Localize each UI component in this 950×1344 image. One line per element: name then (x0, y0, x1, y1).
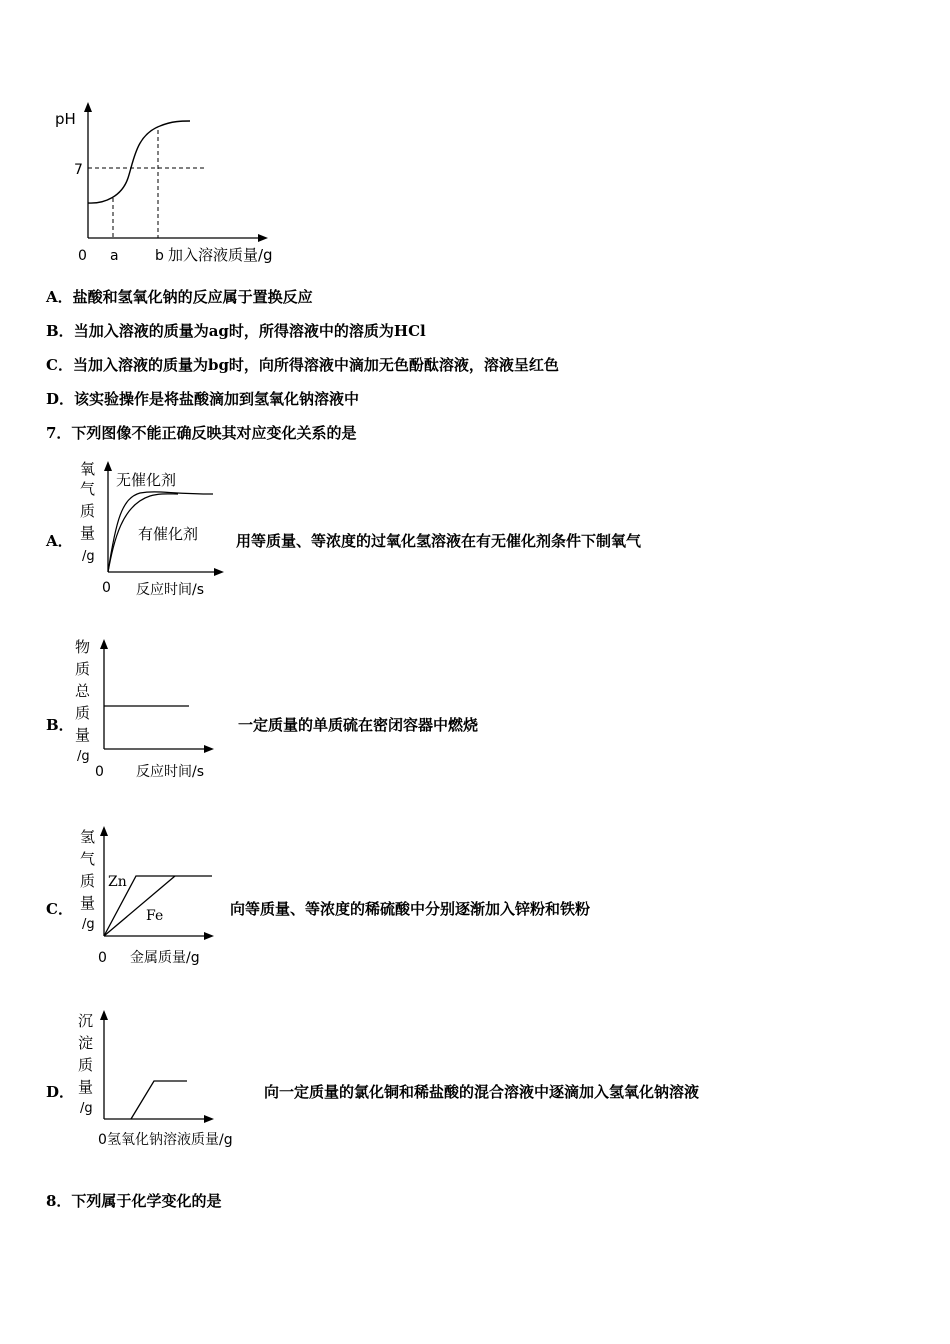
q7-a-y-label-0: 氧 (80, 460, 96, 478)
q7-d-y-arrow (100, 1010, 108, 1020)
q7-d-y-label-3: 量 (78, 1078, 94, 1096)
ph-tick-7: 7 (74, 162, 83, 178)
q7-option-a-desc: 用等质量、等浓度的过氧化氢溶液在有无催化剂条件下制氧气 (236, 532, 642, 550)
q7-b-y-label-2: 总 (75, 682, 91, 700)
q7-a-y-label-2: 质 (80, 502, 96, 520)
q6-option-b-letter: B． (46, 322, 74, 340)
q7-d-y-label-1: 淀 (78, 1034, 94, 1052)
q7-c-origin: 0 (98, 950, 107, 966)
q7-option-c-letter[interactable]: C． (46, 900, 73, 918)
q7-stem: 7．下列图像不能正确反映其对应变化关系的是 (46, 424, 357, 442)
q7-b-y-label-3: 质 (75, 704, 91, 722)
ph-tick-a: a (110, 248, 119, 264)
q7-d-x-label: 氢氧化钠溶液质量/g (107, 1132, 233, 1148)
q6-option-a-text: 盐酸和氢氧化钠的反应属于置换反应 (72, 288, 313, 306)
q7-a-curve-label-0: 无催化剂 (116, 471, 177, 489)
q6-option-d-letter: D． (46, 390, 75, 408)
ph-x-label: 加入溶液质量/g (168, 246, 273, 264)
q7-a-origin: 0 (102, 580, 111, 596)
q7-c-y-label-0: 氢 (80, 828, 96, 846)
q7-d-y-label-0: 沉 (78, 1012, 94, 1030)
ph-origin: 0 (78, 248, 87, 264)
q7-c-y-label-1: 气 (80, 850, 96, 868)
q7-d-x-arrow (204, 1115, 214, 1123)
q7-option-b-desc: 一定质量的单质硫在密闭容器中燃烧 (238, 716, 479, 734)
q7-c-y-label-4: /g (82, 917, 95, 932)
q6-option-c-text: 当加入溶液的质量为bg时，向所得溶液中滴加无色酚酞溶液，溶液呈红色 (72, 356, 559, 374)
q7-c-y-label-3: 量 (80, 894, 96, 912)
ph-y-label: pH (55, 110, 76, 128)
q7-a-y-label-3: 量 (80, 524, 96, 542)
q7-d-origin: 0 (98, 1132, 107, 1148)
q7-a-y-label-4: /g (82, 549, 95, 564)
q7-b-y-label-1: 质 (75, 660, 91, 678)
q6-option-b-text: 当加入溶液的质量为ag时，所得溶液中的溶质为HCl (73, 322, 426, 340)
q7-c-y-label-2: 质 (80, 872, 96, 890)
q7-b-origin: 0 (95, 764, 104, 780)
q7-a-curve-label-1: 有催化剂 (138, 525, 199, 543)
q7-b-y-label-0: 物 (75, 638, 91, 656)
q6-option-c-letter: C． (46, 356, 73, 374)
q7-a-y-label-1: 气 (80, 480, 96, 498)
q7-d-y-label-4: /g (80, 1101, 93, 1116)
q7-d-precipitate-line (131, 1081, 187, 1119)
q7-option-a-letter[interactable]: A． (46, 532, 73, 550)
q8-stem: 8．下列属于化学变化的是 (46, 1192, 222, 1210)
ph-tick-b: b (155, 248, 164, 264)
q7-b-y-label-4: 量 (75, 726, 91, 744)
q7-option-b-letter[interactable]: B． (46, 716, 74, 734)
q7-c-fe-label: Fe (146, 908, 164, 924)
q7-option-d-desc: 向一定质量的氯化铜和稀盐酸的混合溶液中逐滴加入氢氧化钠溶液 (264, 1083, 700, 1101)
q7-option-c-desc: 向等质量、等浓度的稀硫酸中分别逐渐加入锌粉和铁粉 (230, 900, 591, 918)
q7-a-x-label: 反应时间/s (136, 582, 205, 598)
q6-option-d-text: 该实验操作是将盐酸滴加到氢氧化钠溶液中 (74, 390, 360, 408)
q7-option-d-letter[interactable]: D． (46, 1083, 75, 1101)
q7-d-y-label-2: 质 (78, 1056, 94, 1074)
q7-c-x-label: 金属质量/g (130, 950, 200, 966)
q7-b-y-label-5: /g (77, 749, 90, 764)
q7-c-zn-label: Zn (108, 874, 127, 890)
q7-b-x-label: 反应时间/s (136, 764, 205, 780)
q6-option-a-letter: A． (46, 288, 73, 306)
